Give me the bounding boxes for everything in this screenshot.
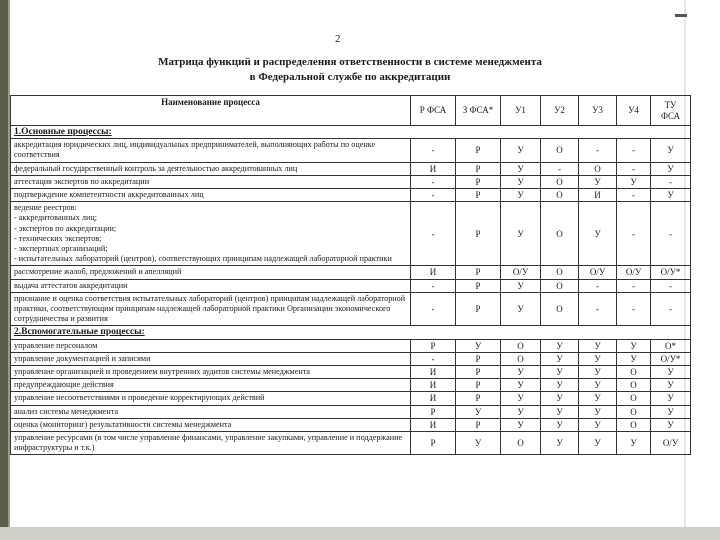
responsibility-cell: - [579,292,617,326]
scan-mark [675,14,687,17]
process-name-cell: анализ системы менеджмента [11,405,411,418]
responsibility-matrix-table [10,95,691,455]
process-name-cell: ведение реестров: - аккредитованных лиц; - экспертов по аккредитации; - технических экспертов; - экспертных организаций; - испытательных лабораторий (центров), соответствующих принципам надлежащей лабораторной практики [11,202,411,266]
responsibility-cell: У [501,405,541,418]
header-cell-u1: У1 [501,96,541,126]
responsibility-cell: О [617,392,651,405]
header-cell-tu-fsa: ТУ ФСА [651,96,691,126]
responsibility-cell: О [501,432,541,455]
responsibility-cell: У [541,418,579,431]
responsibility-cell: У [541,405,579,418]
responsibility-cell: Р [456,175,501,188]
responsibility-cell: - [617,279,651,292]
responsibility-cell: У [501,418,541,431]
responsibility-cell: У [651,189,691,202]
responsibility-cell: Р [456,352,501,365]
responsibility-cell: У [651,392,691,405]
responsibility-cell: - [617,189,651,202]
responsibility-cell: У [501,292,541,326]
responsibility-cell: - [411,352,456,365]
title-line-1: Матрица функций и распределения ответственности в системе менеджмента [158,56,542,68]
responsibility-cell: У [541,392,579,405]
responsibility-cell: О [541,189,579,202]
responsibility-cell: У [617,175,651,188]
responsibility-cell: - [411,175,456,188]
responsibility-cell: Р [456,266,501,279]
responsibility-cell: - [617,292,651,326]
header-cell-process: Наименование процесса [11,96,411,126]
responsibility-cell: У [617,339,651,352]
header-cell-r-fsa: Р ФСА [411,96,456,126]
table-row [11,189,691,202]
responsibility-cell: О [541,292,579,326]
section-title: 1.Основные процессы: [11,126,691,139]
responsibility-cell: - [651,202,691,266]
responsibility-cell: У [541,379,579,392]
responsibility-cell: У [501,366,541,379]
responsibility-cell: У [541,339,579,352]
responsibility-cell: У [541,432,579,455]
header-cell-u2: У2 [541,96,579,126]
responsibility-cell: У [541,366,579,379]
title-line-2: в Федеральной службе по аккредитации [249,71,451,83]
responsibility-cell: - [617,202,651,266]
section-header-row [11,326,691,339]
responsibility-cell: Р [456,189,501,202]
responsibility-cell: - [579,139,617,162]
responsibility-cell: У [579,418,617,431]
responsibility-cell: У [501,392,541,405]
responsibility-cell: - [617,139,651,162]
process-name-cell: аттестация экспертов по аккредитации [11,175,411,188]
responsibility-cell: - [651,279,691,292]
process-name-cell: предупреждающие действия [11,379,411,392]
table-row [11,432,691,455]
process-name-cell: аккредитация юридических лиц, индивидуальных предпринимателей, выполняющих работы по оценке соответствия [11,139,411,162]
responsibility-cell: И [411,162,456,175]
header-cell-u4: У4 [617,96,651,126]
responsibility-cell: И [411,366,456,379]
responsibility-cell: У [501,279,541,292]
responsibility-cell: - [411,279,456,292]
responsibility-cell: О [541,266,579,279]
process-name-cell: рассмотрение жалоб, предложений и апелляций [11,266,411,279]
responsibility-cell: - [411,139,456,162]
responsibility-cell: О/У [501,266,541,279]
responsibility-cell: О [541,279,579,292]
responsibility-cell: У [579,352,617,365]
header-cell-z-fsa: З ФСА* [456,96,501,126]
table-row [11,379,691,392]
responsibility-cell: У [651,139,691,162]
responsibility-cell: Р [456,379,501,392]
responsibility-cell: О [541,139,579,162]
table-row [11,162,691,175]
responsibility-cell: Р [411,405,456,418]
section-header-row [11,126,691,139]
responsibility-cell: У [541,352,579,365]
responsibility-cell: О [617,379,651,392]
responsibility-cell: И [411,392,456,405]
table-row [11,366,691,379]
table-row [11,418,691,431]
responsibility-cell: Р [456,139,501,162]
responsibility-cell: О [617,418,651,431]
process-name-cell: оценка (мониторинг) результативности системы менеджмента [11,418,411,431]
responsibility-cell: - [651,175,691,188]
responsibility-cell: О/У* [651,352,691,365]
responsibility-cell: У [579,405,617,418]
document-title [110,55,590,85]
section-title: 2.Вспомогательные процессы: [11,326,691,339]
process-name-cell: управление документацией и записями [11,352,411,365]
responsibility-cell: У [501,175,541,188]
responsibility-cell: У [579,379,617,392]
header-cell-u3: У3 [579,96,617,126]
responsibility-cell: - [617,162,651,175]
process-name-cell: управление ресурсами (в том числе управление финансами, управление закупками, управление и поддержание инфраструктуры и т.к.) [11,432,411,455]
responsibility-cell: У [579,392,617,405]
process-name-cell: федеральный государственный контроль за деятельностью аккредитованных лиц [11,162,411,175]
responsibility-cell: И [411,418,456,431]
responsibility-cell: - [579,279,617,292]
responsibility-cell: Р [456,162,501,175]
responsibility-cell: Р [456,292,501,326]
scan-bottom-band [0,527,720,540]
responsibility-cell: У [651,405,691,418]
responsibility-cell: - [411,189,456,202]
responsibility-cell: У [579,432,617,455]
responsibility-cell: У [651,366,691,379]
table-row [11,175,691,188]
responsibility-cell: Р [456,279,501,292]
responsibility-cell: О [617,405,651,418]
responsibility-cell: У [651,418,691,431]
process-name-cell: управление организацией и проведением внутренних аудитов системы менеджмента [11,366,411,379]
responsibility-cell: У [501,189,541,202]
scan-left-band [0,0,8,540]
responsibility-cell: У [617,352,651,365]
table-row [11,352,691,365]
responsibility-cell: О/У* [651,266,691,279]
table-row [11,292,691,326]
responsibility-cell: У [501,139,541,162]
responsibility-cell: У [651,379,691,392]
responsibility-cell: О [541,202,579,266]
responsibility-cell: О [501,339,541,352]
responsibility-cell: - [411,202,456,266]
responsibility-cell: У [651,162,691,175]
responsibility-cell: О [541,175,579,188]
responsibility-cell: Р [456,392,501,405]
responsibility-cell: О [579,162,617,175]
process-name-cell: управление несоответствиями и проведение корректирующих действий [11,392,411,405]
responsibility-cell: У [579,366,617,379]
responsibility-cell: Р [456,418,501,431]
table-row [11,405,691,418]
page-number: 2 [335,33,341,45]
responsibility-cell: У [617,432,651,455]
table-row [11,392,691,405]
process-name-cell: управление персоналом [11,339,411,352]
responsibility-cell: У [501,379,541,392]
process-name-cell: подтверждение компетентности аккредитованных лиц [11,189,411,202]
responsibility-cell: О/У [651,432,691,455]
responsibility-cell: О [501,352,541,365]
process-name-cell: выдача аттестатов аккредитации [11,279,411,292]
responsibility-cell: У [456,405,501,418]
responsibility-cell: О [617,366,651,379]
responsibility-cell: О/У [617,266,651,279]
table-row [11,339,691,352]
table-row [11,202,691,266]
responsibility-cell: Р [411,432,456,455]
responsibility-cell: И [411,266,456,279]
responsibility-cell: У [501,202,541,266]
responsibility-cell: - [541,162,579,175]
table-row [11,266,691,279]
process-name-cell: признание и оценка соответствия испытательных лабораторий (центров) принципам надлежащей лабораторной практики, соответствующим принципам надлежащей лабораторной практики Организации экономического сотрудничества и развития [11,292,411,326]
responsibility-cell: И [411,379,456,392]
responsibility-cell: И [579,189,617,202]
table-row [11,279,691,292]
responsibility-cell: - [651,292,691,326]
table-row [11,139,691,162]
responsibility-cell: Р [456,366,501,379]
responsibility-cell: - [411,292,456,326]
responsibility-cell: У [579,202,617,266]
responsibility-cell: У [501,162,541,175]
responsibility-cell: Р [411,339,456,352]
responsibility-cell: У [456,432,501,455]
responsibility-cell: О/У [579,266,617,279]
responsibility-cell: У [579,339,617,352]
header-row [11,96,691,126]
responsibility-cell: О* [651,339,691,352]
responsibility-cell: Р [456,202,501,266]
responsibility-cell: У [579,175,617,188]
responsibility-cell: У [456,339,501,352]
